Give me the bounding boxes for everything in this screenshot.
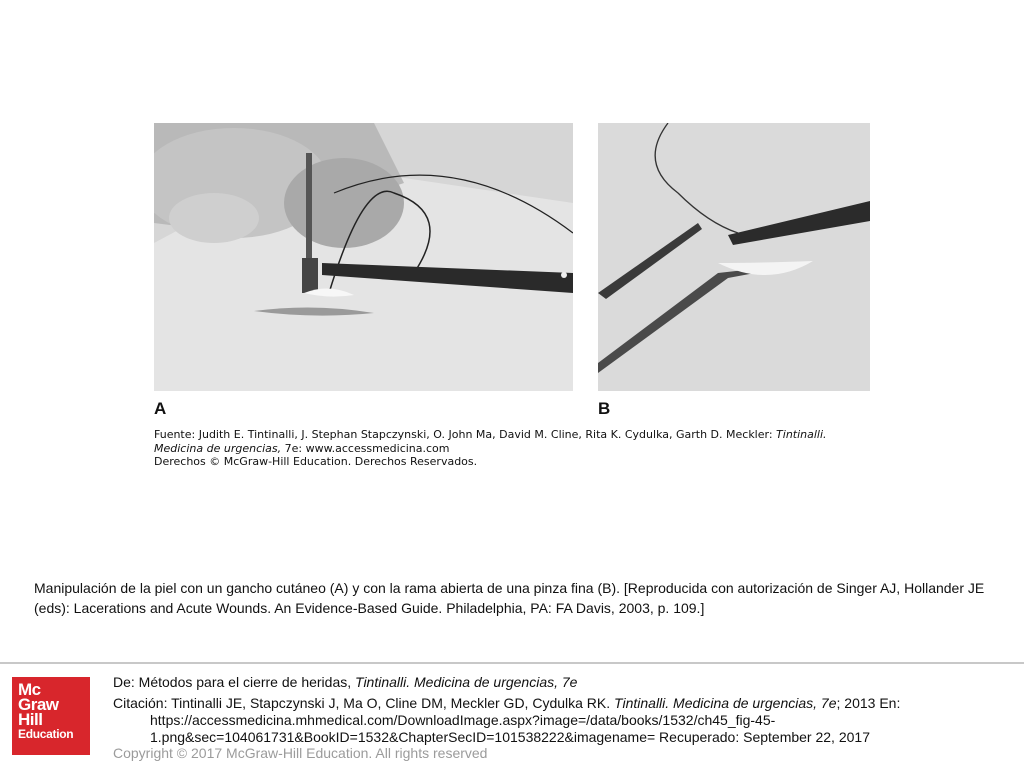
credit-book-title: Tintinalli. <box>776 428 827 441</box>
figure-credit <box>154 428 870 469</box>
source-line <box>113 674 1013 691</box>
mcgraw-hill-logo <box>12 677 90 755</box>
citation-after: ; 2013 En: <box>836 695 901 711</box>
panel-b-label: B <box>598 399 611 418</box>
credit-edition: 7e: www.accessmedicina.com <box>284 441 450 455</box>
figure-caption: Manipulación de la piel con un gancho cutáneo (A) y con la rama abierta de una pinza fina (B). [Reproducida con autorización de Singer AJ, Hollander JE (eds): Lacerations and Acute Wounds. An Evidence-Based Guide. Philadelphia, PA: FA Davis, 2003, p. 109.] <box>34 580 985 616</box>
medical-figure <box>154 123 870 467</box>
source-title: Tintinalli. Medicina de urgencias, 7e <box>355 674 578 690</box>
photo-panel-b <box>598 123 870 391</box>
citation-url-line-2: 1.png&sec=104061731&BookID=1532&ChapterSecID=101538222&imagename= Recuperado: September 22, 2017 <box>150 729 870 745</box>
panel-a-label: A <box>154 399 167 418</box>
citation-block <box>113 695 943 746</box>
citation-url-line-1: https://accessmedicina.mhmedical.com/DownloadImage.aspx?image=/data/books/1532/ch45_fig-45- <box>150 712 776 728</box>
fine-forceps-photo <box>598 123 870 391</box>
source-prefix: De: Métodos para el cierre de heridas, <box>113 674 356 690</box>
credit-fuente-label: Fuente: <box>154 428 196 441</box>
citation-title: Tintinalli. Medicina de urgencias, 7e <box>614 695 837 711</box>
credit-authors: Judith E. Tintinalli, J. Stephan Stapczynski, O. John Ma, David M. Cline, Rita K. Cydulka, Garth D. Meckler: <box>198 428 773 441</box>
credit-rights: Derechos © McGraw-Hill Education. Derechos Reservados. <box>154 455 478 468</box>
logo-line-1: Mc <box>18 680 41 699</box>
skin-hook-photo <box>154 123 573 391</box>
logo-line-3: Hill <box>18 710 43 729</box>
copyright-notice: Copyright © 2017 McGraw-Hill Education. All rights reserved <box>113 745 488 761</box>
citation-prefix: Citación: Tintinalli JE, Stapczynski J, Ma O, Cline DM, Meckler GD, Cydulka RK. <box>113 695 615 711</box>
logo-line-4: Education <box>18 727 74 741</box>
photo-panel-a <box>154 123 573 391</box>
credit-book-title-cont: Medicina de urgencias, <box>154 441 282 455</box>
footer-divider <box>0 662 1024 664</box>
logo-line-2: Graw <box>18 695 59 714</box>
